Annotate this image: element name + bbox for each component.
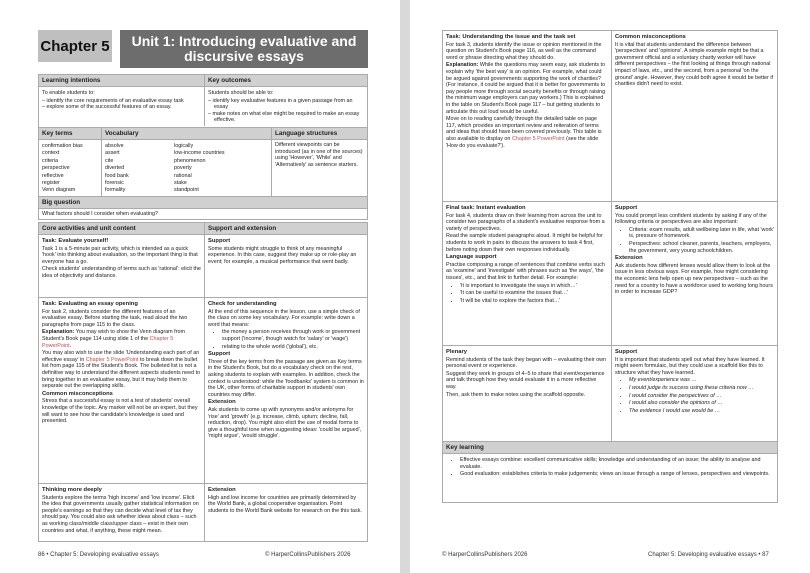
key-learning-item: • Effective essays combine: excellent communicative skills; knowledge and understanding of an issue; the ability to analyse and evaluate. bbox=[460, 457, 774, 470]
check-understanding-title: Check for understanding bbox=[208, 301, 277, 307]
paragraph: Explanation: You may wish to show the Venn diagram from Student's Book page 114 using slide 1 of the Chapter 5 PowerPoint. bbox=[42, 329, 185, 349]
language-support-title: Language support bbox=[446, 254, 497, 261]
outcomes-intro: Students should be able to: bbox=[208, 90, 274, 96]
paragraph: Students explore the terms 'high income' and 'low income'. Elicit the idea that governments usually gather statistical information on people's earnings so that they can decide what level of tax they should pay. You could also ask whether ideas about class – such as working class/middle class/upper class – exist in their own countries and what, if anything, these might mean. bbox=[42, 494, 199, 534]
misconceptions-title: Common misconceptions bbox=[42, 390, 113, 397]
list-item: • relating to the whole world ('global'), etc. bbox=[222, 344, 364, 351]
paragraph: High and low income for countries are primarily determined by the World Bank, a global cooperative organisation. Point students to the World Bank website for research on the this task. bbox=[208, 494, 362, 514]
footer-copyright: © HarperCollinsPublishers 2026 bbox=[265, 552, 351, 558]
powerpoint-link[interactable]: Chapter 5 PowerPoint bbox=[511, 135, 565, 142]
right-table bbox=[442, 30, 778, 442]
paragraph: Then, ask them to make notes using the scaffold opposite. bbox=[446, 391, 586, 398]
scaffold-item: • I would consider the perspectives of … bbox=[629, 393, 774, 400]
paragraph: Remind students of the task they began with – evaluating their own personal event or experience. bbox=[446, 356, 607, 370]
extension-title: Extension bbox=[208, 399, 236, 406]
thinking-deeply-title: Thinking more deeply bbox=[42, 487, 102, 493]
left-page bbox=[0, 0, 400, 573]
extension-title: Extension bbox=[615, 255, 643, 262]
paragraph: It is important that students spell out what they have learned. It might seem formulaic, but they could use a scaffold like this to structure what they have learned. bbox=[615, 356, 765, 376]
paragraph: Ask students how different lenses would allow them to look at the issue in less obvious ways. For example, how might considering the economic lens help open up new perspectives – such as the need for a country to have a workforce used to working long hours in order to increase GDP? bbox=[615, 262, 773, 296]
paragraph: Move on to reading carefully through the detailed table on page 117, which provides an important review and reiteration of terms and ideas that should have been covered previously. This table is also available to display on Chapter 5 PowerPoint (see the slide 'How do you evaluate?'). bbox=[446, 116, 602, 149]
paragraph: For task 2, students consider the different features of an evaluative essay. Before starting the task, read aloud the two paragraphs from page 115 to the class. bbox=[42, 308, 188, 328]
core-table bbox=[38, 222, 368, 542]
paragraph: Suggest they work in groups of 4–5 to share that event/experience and talk through how they would evaluate it in a more reflective way. bbox=[446, 370, 605, 390]
footer-right: Chapter 5: Developing evaluative essays • 87 bbox=[648, 552, 769, 558]
task-essay-opening-title: Task: Evaluating an essay opening bbox=[42, 301, 138, 307]
vocab-col-1: absolve assert cite diverted food bank forensic formality bbox=[101, 140, 171, 197]
list-item: • 'It is important to investigate the ways in which…' bbox=[460, 283, 608, 290]
scaffold-item: • The evidence I would use would be … bbox=[629, 408, 774, 415]
paragraph: Read the sample student paragraphs aloud. It might be helpful for students to work in pairs to discuss the answers to task 4 first, before noting down their own responses individually. bbox=[446, 233, 603, 253]
paragraph: Explanation: While the questions may seem easy, ask students to explain why 'the best way' is an opinion. For example, what could be argued against governments supporting the work of charities? (For instance, it could be argued that it is better for governments to pay people more through social security benefits or through raising the minimum wage employers can pay workers.) This is explained in the table on Student's Book page 117 – but getting students to articulate this out loud would be useful. bbox=[446, 62, 606, 115]
support-heading: Support and extension bbox=[204, 223, 367, 234]
support-title: Support bbox=[615, 205, 638, 211]
scaffold-item: • I would judge its success using these criteria now … bbox=[629, 385, 774, 392]
paragraph: Some students might struggle to think of any meaningful experience. In this case, suggest they make up or role-play an event; for example, a musical performance that went badly. bbox=[208, 245, 357, 265]
unit-title: Unit 1: Introducing evaluative and discursive essays bbox=[120, 30, 368, 68]
intention-item: – explore some of the successful features of an essay. bbox=[48, 104, 201, 111]
support-title: Support bbox=[615, 349, 638, 355]
key-terms-heading: Key terms bbox=[42, 130, 73, 137]
footer-copyright: © HarperCollinsPublishers 2026 bbox=[442, 552, 528, 558]
paragraph: Practise composing a range of sentences that combine verbs such as 'examine' and 'investigate' with phrases such as 'the ways', 'the issues', etc., and that link to further detail. For example: bbox=[446, 261, 605, 281]
paragraph: Task 1 is a 5-minute pair activity, which is intended as a quick 'hook' into thinking about evaluation, so the important thing is that everyone has a go. bbox=[42, 245, 198, 265]
language-structures-text: Different viewpoints can be introduced (as in one of the sources) using 'However', 'While' and 'Alternatively' as sentence starters. bbox=[271, 140, 367, 197]
list-item: • Perspectives: school cleaner, parents, teachers, employers, the government, very young schoolchildren. bbox=[629, 241, 774, 254]
task-evaluate-title: Task: Evaluate yourself! bbox=[42, 238, 109, 244]
paragraph: You could prompt less confident students by asking if any of the following criteria or perspectives are also important: bbox=[615, 212, 767, 226]
intentions-outcomes-table bbox=[38, 74, 368, 128]
paragraph: For task 4, students draw on their learning from across the unit to consider two paragraphs of a student's evaluative response from a variety of perspectives. bbox=[446, 212, 605, 232]
support-title: Support bbox=[208, 238, 231, 244]
scaffold-item: • My event/experience was … bbox=[629, 377, 774, 384]
plenary-title: Plenary bbox=[446, 349, 467, 355]
list-item: • Criteria: exam results, adult wellbeing later in life, what 'work' is, pressure of homework. bbox=[629, 227, 774, 240]
paragraph: For task 3, students identify the issue or opinion mentioned in the question on Student's Book page 116, as well as the command word or phrase directing what they should do. bbox=[446, 41, 602, 61]
extension-title: Extension bbox=[208, 487, 236, 493]
right-page bbox=[410, 0, 810, 573]
language-structures-heading: Language structures bbox=[271, 128, 367, 139]
powerpoint-link[interactable]: Chapter 5 PowerPoint bbox=[85, 356, 139, 363]
list-item: • 'It can be useful to examine the issues that…' bbox=[460, 290, 608, 297]
outcome-item: – make notes on what else might be required to make an essay effective. bbox=[214, 111, 364, 124]
paragraph: You may also wish to use the slide 'Understanding each part of an effective essay' in Chapter 5 PowerPoint to break down the bullet list from page 115 of the Student's Book. The bulleted list is not a definitive way to understand the different aspects students need to bring together in an evaluative essay, but it may help them to separate out the overlapping skills. bbox=[42, 350, 201, 390]
outcome-item: – identify key evaluative features in a given passage from an essay bbox=[214, 98, 364, 111]
paragraph: Ask students to come up with synonyms and/or antonyms for 'rise' and 'growth' (e.g. increase, climb, upturn; decline, fall, reduction, drop). You might also elicit the use of modal forms to give a thoughtful tone when suggesting ideas: 'could be argued', 'might argue', 'would struggle'. bbox=[208, 406, 362, 440]
paragraph: Stress that a successful essay is not a test of students' overall knowledge of the topic. Any marker will not be an expert, but they will want to see how the candidate's knowledge is used and presented. bbox=[42, 398, 198, 425]
list-item: • 'It will be vital to explore the factors that…' bbox=[460, 298, 608, 305]
learning-intentions-heading: Learning intentions bbox=[42, 77, 101, 84]
big-question bbox=[38, 196, 368, 220]
paragraph: It is vital that students understand the difference between 'perspectives' and 'opinions'. A simple example might be that a government official and a voluntary charity worker will have different perspectives – the first looking at things through national impact of laws, etc., and the second, from a personal 'on the ground' angle. However, they could both agree it would be better if charities didn't need to exist. bbox=[615, 41, 774, 88]
final-task-title: Final task: Instant evaluation bbox=[446, 205, 526, 211]
chapter-label: Chapter 5 bbox=[38, 30, 112, 62]
footer-left: 86 • Chapter 5: Developing evaluative essays bbox=[38, 552, 159, 558]
paragraph: Three of the key terms from the passage are given as Key terms in the Student's Book, but do a vocabulary check on the rest, asking students to explain with examples. In addition, check the context is understood: while the 'foodbanks' system is common in the UK, other forms of charitable support in students' own countries may differ. bbox=[208, 358, 364, 398]
key-learning-heading: Key learning bbox=[446, 444, 484, 451]
paragraph: Check students' understanding of terms such as 'rational': elicit the idea of objectivity and distance. bbox=[42, 266, 201, 279]
support-title: Support bbox=[208, 351, 231, 358]
scaffold-item: • I would also consider the opinions of … bbox=[629, 400, 774, 407]
misconceptions-title: Common misconceptions bbox=[615, 34, 686, 40]
terms-table bbox=[38, 127, 368, 197]
big-question-text: What factors should I consider when evaluating? bbox=[42, 211, 158, 217]
intentions-intro: To enable students to: bbox=[42, 90, 95, 96]
task-understanding-title: Task: Understanding the issue and the task set bbox=[446, 34, 576, 40]
intention-item: – identify the core requirements of an evaluative essay task bbox=[48, 98, 201, 105]
core-heading: Core activities and unit content bbox=[42, 225, 136, 232]
list-item: • the money a person receives through work or government support ('income', though watch for 'salary' or 'wage') bbox=[222, 329, 364, 342]
paragraph: At the end of this sequence in the lesson, use a simple check of the class on some key vocabulary. For example: write down a word that means: bbox=[208, 308, 360, 328]
key-learning bbox=[442, 441, 778, 503]
key-terms-list: confirmation bias context criteria perspective reflective register Venn diagram bbox=[42, 143, 83, 194]
big-question-heading: Big question bbox=[42, 199, 81, 206]
vocabulary-heading: Vocabulary bbox=[101, 128, 271, 139]
key-outcomes-heading: Key outcomes bbox=[204, 75, 367, 86]
powerpoint-link[interactable]: Chapter 5 PowerPoint bbox=[42, 335, 174, 349]
vocab-col-2: logically low-income countries phenomenon poverty rational stake standpoint bbox=[174, 143, 225, 194]
key-learning-item: • Good evaluation: establishes criteria to make judgements; views an issue through a range of lenses, perspectives and viewpoints. bbox=[460, 471, 774, 478]
